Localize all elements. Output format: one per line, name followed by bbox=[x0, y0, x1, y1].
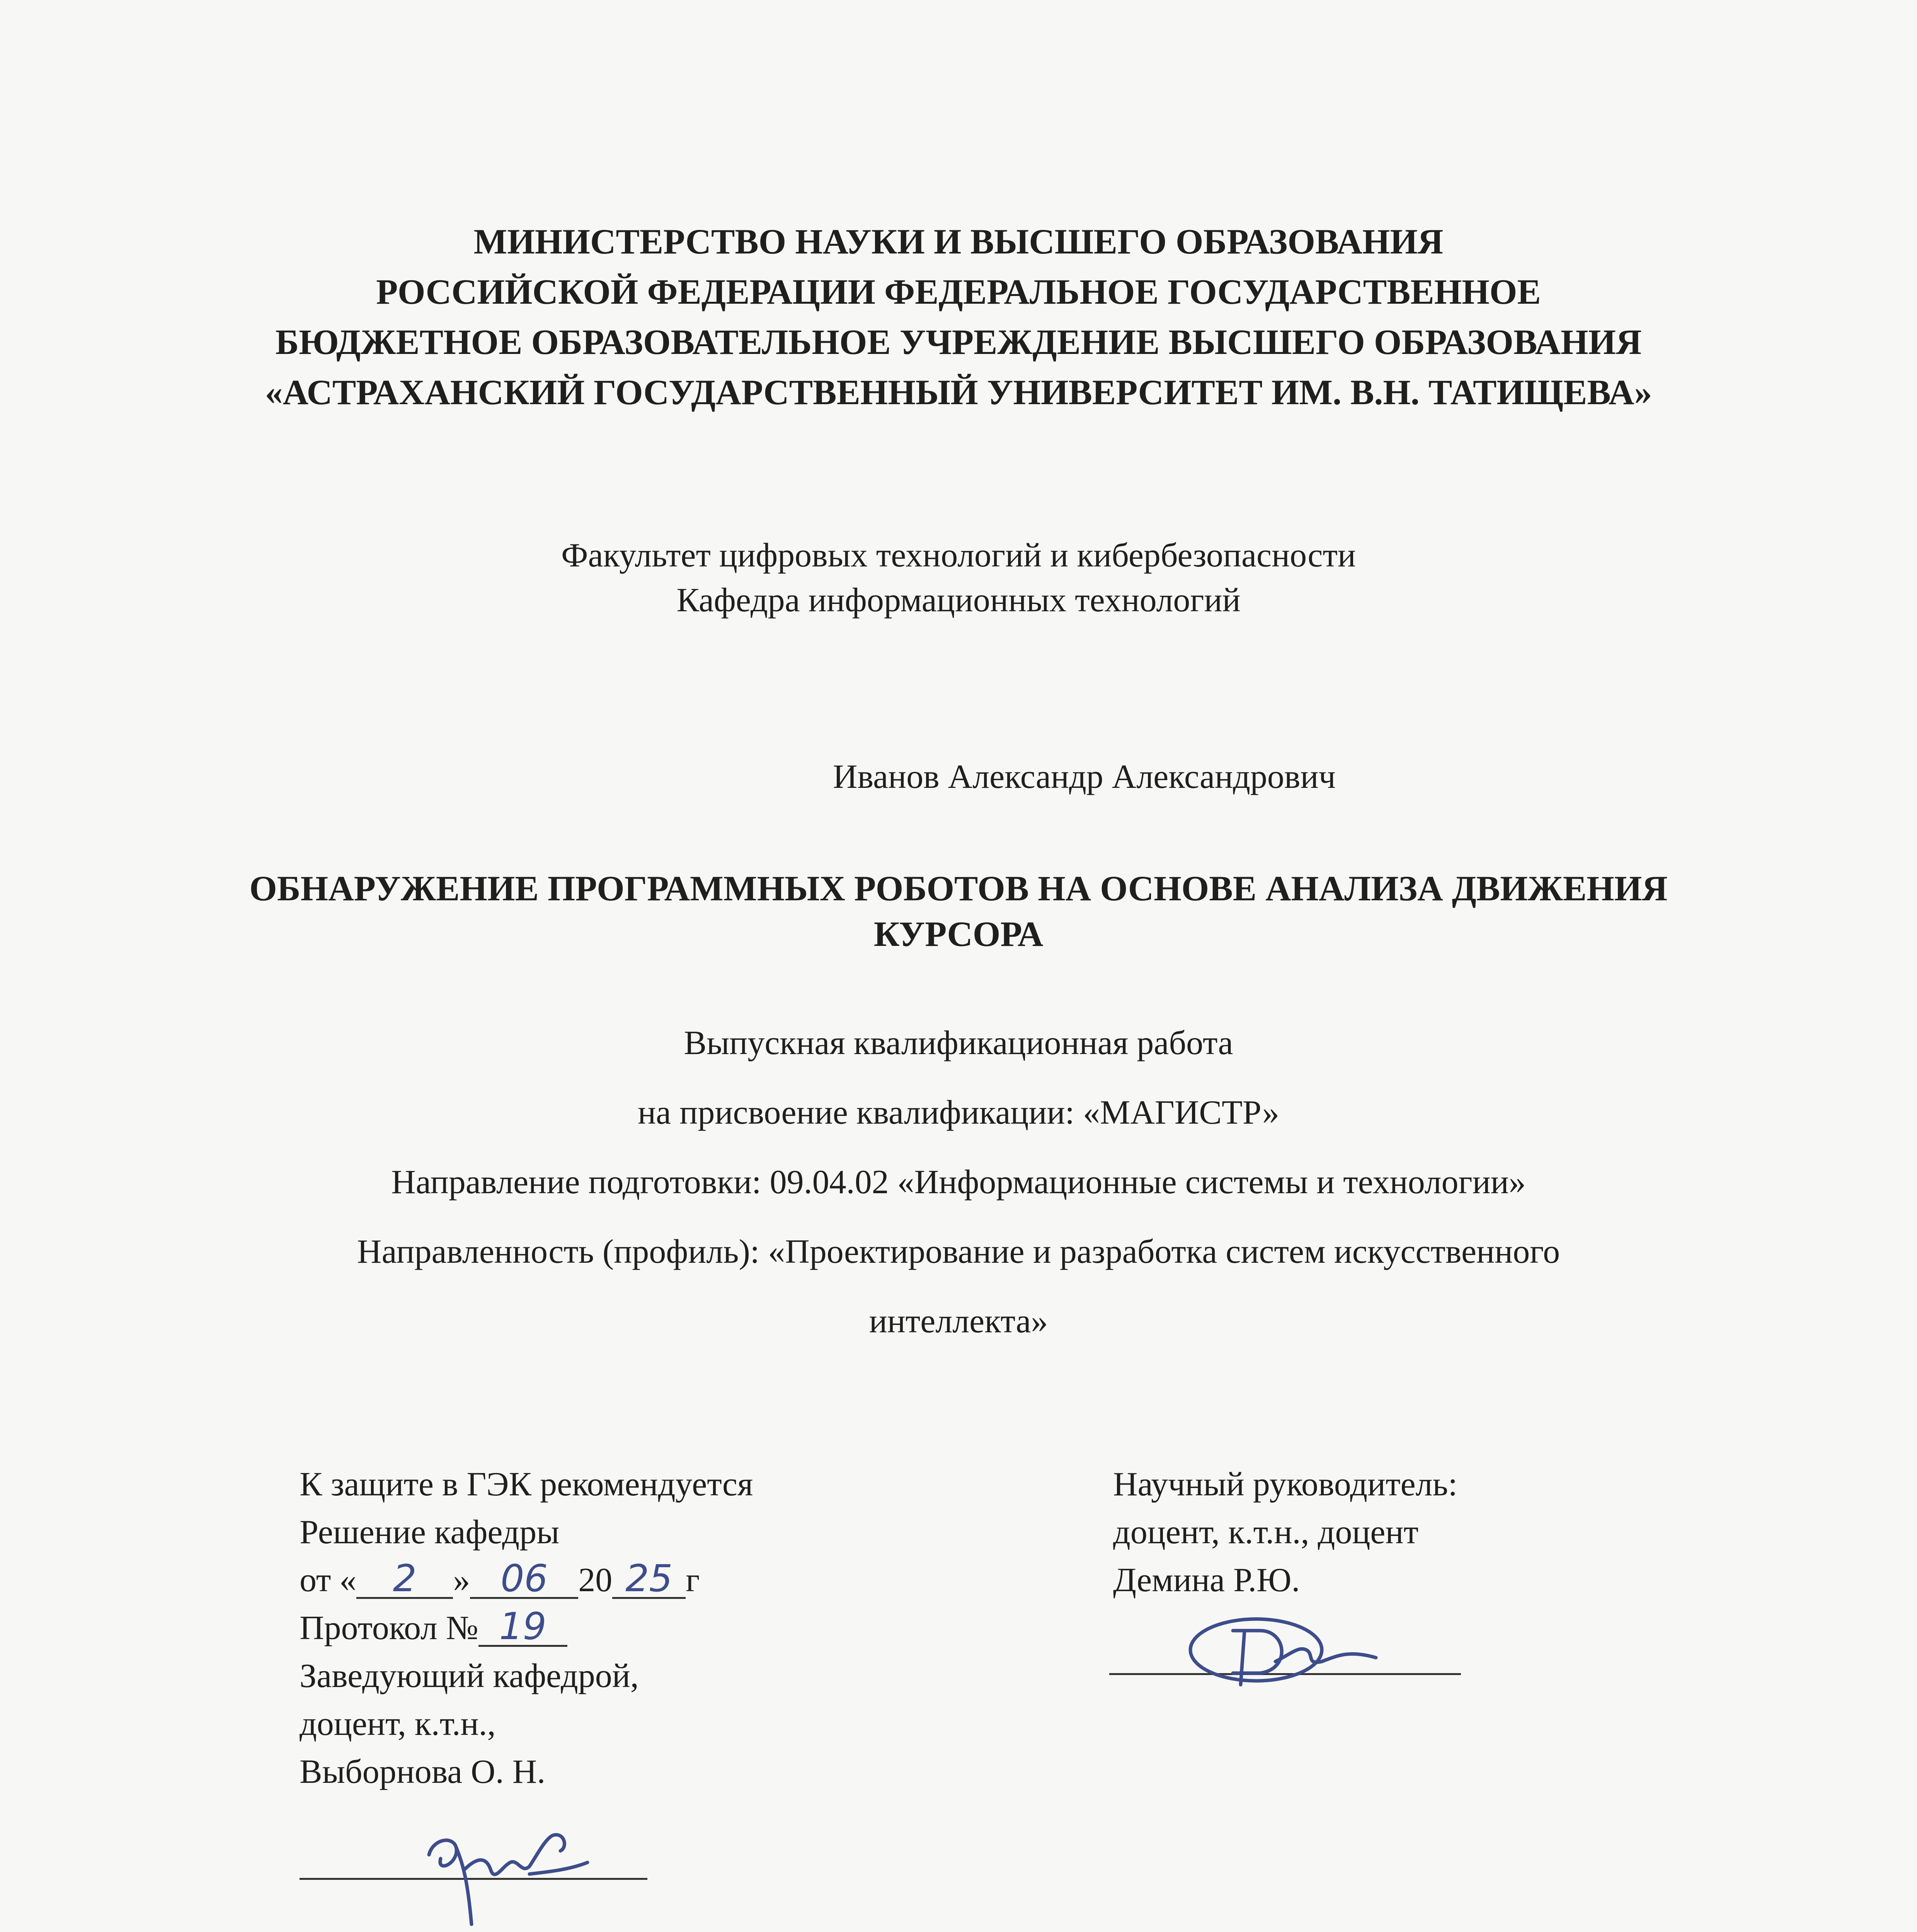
supervisor-degree: доцент, к.т.н., доцент bbox=[1113, 1514, 1419, 1551]
head-degree: доцент, к.т.н., bbox=[300, 1705, 496, 1743]
head-name: Выборнова О. Н. bbox=[300, 1753, 546, 1791]
recommend-text: К защите в ГЭК рекомендуется bbox=[300, 1466, 753, 1503]
head-title: Заведующий кафедрой, bbox=[300, 1657, 639, 1695]
date-year: 25 bbox=[612, 1560, 686, 1599]
supervisor-signature bbox=[1175, 1607, 1391, 1708]
institution-line: «АСТРАХАНСКИЙ ГОСУДАРСТВЕННЫЙ УНИВЕРСИТЕТ ИМ. В.Н. ТАТИЩЕВА» bbox=[265, 372, 1652, 412]
protocol-value: 19 bbox=[478, 1608, 567, 1647]
date-month: 06 bbox=[470, 1560, 578, 1599]
author-name: Иванов Александр Александрович bbox=[833, 758, 1336, 796]
institution-line: МИНИСТЕРСТВО НАУКИ И ВЫСШЕГО ОБРАЗОВАНИЯ bbox=[473, 222, 1444, 261]
institution-line: БЮДЖЕТНОЕ ОБРАЗОВАТЕЛЬНОЕ УЧРЕЖДЕНИЕ ВЫСШЕГО ОБРАЗОВАНИЯ bbox=[275, 322, 1642, 362]
head-signature bbox=[406, 1816, 591, 1932]
thesis-title-line: ОБНАРУЖЕНИЕ ПРОГРАММНЫХ РОБОТОВ НА ОСНОВЕ АНАЛИЗА ДВИЖЕНИЯ bbox=[249, 869, 1668, 908]
decision-date: от « 2 » 06 20 25 г bbox=[300, 1557, 700, 1600]
thesis-title bbox=[0, 866, 1917, 957]
date-day: 2 bbox=[356, 1560, 453, 1599]
protocol-number: Протокол № 19 bbox=[300, 1604, 753, 1652]
institution-header bbox=[0, 216, 1917, 417]
defense-recommendation bbox=[300, 1461, 753, 1796]
supervisor-block bbox=[1113, 1461, 1457, 1604]
thesis-description bbox=[0, 1009, 1917, 1356]
faculty-block bbox=[0, 533, 1917, 623]
institution-line: РОССИЙСКОЙ ФЕДЕРАЦИИ ФЕДЕРАЛЬНОЕ ГОСУДАРСТВЕННОЕ bbox=[376, 272, 1541, 311]
department-name: Кафедра информационных технологий bbox=[676, 582, 1241, 619]
thesis-title-line: КУРСОРА bbox=[873, 914, 1044, 954]
decision-text: Решение кафедры bbox=[300, 1514, 560, 1551]
description-line: Направление подготовки: 09.04.02 «Информационные системы и технологии» bbox=[391, 1163, 1526, 1201]
description-line: на присвоение квалификации: «МАГИСТР» bbox=[638, 1094, 1279, 1131]
description-line: интеллекта» bbox=[869, 1303, 1048, 1340]
faculty-name: Факультет цифровых технологий и кибербезопасности bbox=[561, 537, 1356, 574]
description-line: Направленность (профиль): «Проектирование и разработка систем искусственного bbox=[357, 1233, 1560, 1270]
description-line: Выпускная квалификационная работа bbox=[684, 1024, 1233, 1062]
supervisor-name: Демина Р.Ю. bbox=[1113, 1561, 1300, 1599]
supervisor-label: Научный руководитель: bbox=[1113, 1466, 1458, 1503]
